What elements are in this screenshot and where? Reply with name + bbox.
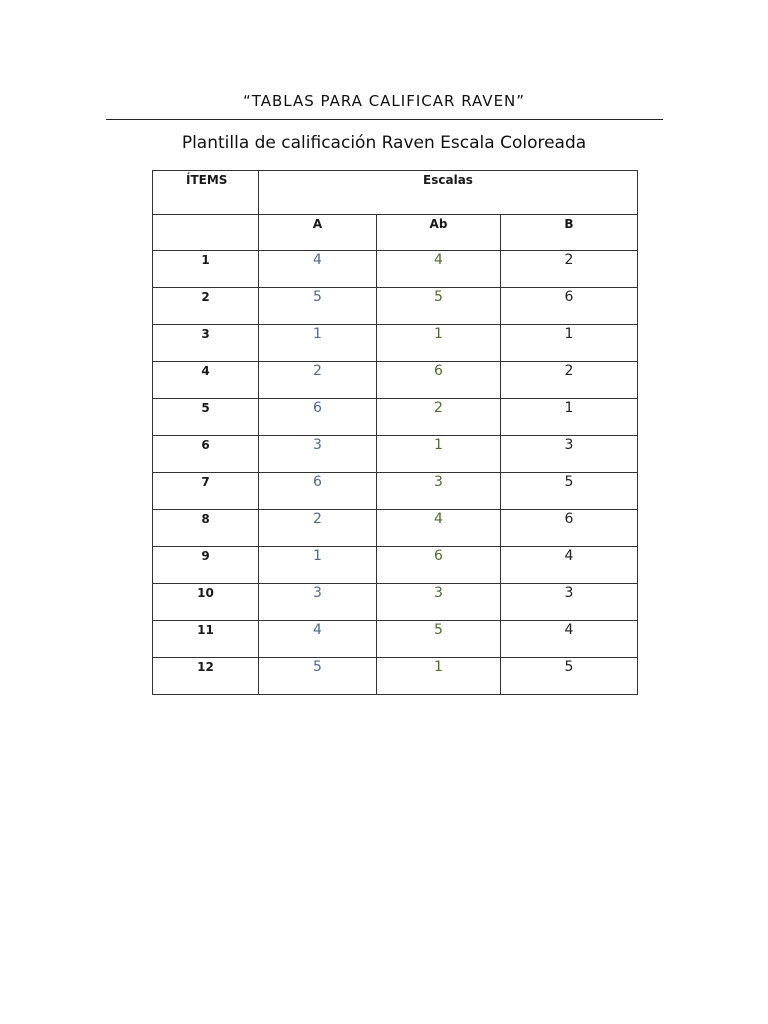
column-header-ab: Ab bbox=[377, 215, 501, 251]
value-b: 5 bbox=[501, 473, 638, 510]
item-number: 5 bbox=[153, 399, 259, 436]
value-b: 3 bbox=[501, 436, 638, 473]
column-header-b: B bbox=[501, 215, 638, 251]
item-number: 2 bbox=[153, 288, 259, 325]
table-row bbox=[153, 658, 638, 695]
table-header-row bbox=[153, 171, 638, 215]
value-b: 6 bbox=[501, 288, 638, 325]
column-header-a: A bbox=[259, 215, 377, 251]
value-a: 1 bbox=[259, 547, 377, 584]
empty-header-cell bbox=[153, 215, 259, 251]
value-b: 5 bbox=[501, 658, 638, 695]
title-divider bbox=[106, 119, 663, 120]
table-subtitle: Plantilla de calificación Raven Escala Coloreada bbox=[181, 133, 587, 153]
table-row bbox=[153, 547, 638, 584]
value-a: 3 bbox=[259, 584, 377, 621]
table-row bbox=[153, 399, 638, 436]
value-b: 4 bbox=[501, 621, 638, 658]
value-ab: 4 bbox=[377, 510, 501, 547]
value-ab: 4 bbox=[377, 251, 501, 288]
value-b: 1 bbox=[501, 399, 638, 436]
value-ab: 1 bbox=[377, 658, 501, 695]
value-ab: 6 bbox=[377, 547, 501, 584]
item-number: 1 bbox=[153, 251, 259, 288]
table-row bbox=[153, 288, 638, 325]
table-row bbox=[153, 584, 638, 621]
value-b: 2 bbox=[501, 251, 638, 288]
value-a: 5 bbox=[259, 288, 377, 325]
value-a: 6 bbox=[259, 399, 377, 436]
value-a: 6 bbox=[259, 473, 377, 510]
item-number: 12 bbox=[153, 658, 259, 695]
value-a: 5 bbox=[259, 658, 377, 695]
item-number: 4 bbox=[153, 362, 259, 399]
table-row bbox=[153, 251, 638, 288]
item-number: 10 bbox=[153, 584, 259, 621]
item-number: 3 bbox=[153, 325, 259, 362]
items-header: ÍTEMS bbox=[153, 171, 259, 215]
value-a: 4 bbox=[259, 621, 377, 658]
item-number: 7 bbox=[153, 473, 259, 510]
item-number: 11 bbox=[153, 621, 259, 658]
value-b: 1 bbox=[501, 325, 638, 362]
document-title: “TABLAS PARA CALIFICAR RAVEN” bbox=[242, 92, 526, 110]
value-ab: 5 bbox=[377, 621, 501, 658]
item-number: 9 bbox=[153, 547, 259, 584]
value-a: 2 bbox=[259, 362, 377, 399]
value-ab: 1 bbox=[377, 436, 501, 473]
value-a: 4 bbox=[259, 251, 377, 288]
column-header-row bbox=[153, 215, 638, 251]
value-ab: 2 bbox=[377, 399, 501, 436]
value-b: 4 bbox=[501, 547, 638, 584]
value-b: 6 bbox=[501, 510, 638, 547]
value-ab: 5 bbox=[377, 288, 501, 325]
value-ab: 3 bbox=[377, 584, 501, 621]
item-number: 8 bbox=[153, 510, 259, 547]
value-ab: 1 bbox=[377, 325, 501, 362]
value-b: 2 bbox=[501, 362, 638, 399]
value-ab: 3 bbox=[377, 473, 501, 510]
table-row bbox=[153, 325, 638, 362]
value-b: 3 bbox=[501, 584, 638, 621]
table-row bbox=[153, 362, 638, 399]
table-row bbox=[153, 510, 638, 547]
value-a: 3 bbox=[259, 436, 377, 473]
raven-scoring-table bbox=[152, 170, 638, 695]
scales-header: Escalas bbox=[259, 171, 638, 215]
value-a: 1 bbox=[259, 325, 377, 362]
value-a: 2 bbox=[259, 510, 377, 547]
table-row bbox=[153, 473, 638, 510]
value-ab: 6 bbox=[377, 362, 501, 399]
item-number: 6 bbox=[153, 436, 259, 473]
table-row bbox=[153, 436, 638, 473]
table-row bbox=[153, 621, 638, 658]
